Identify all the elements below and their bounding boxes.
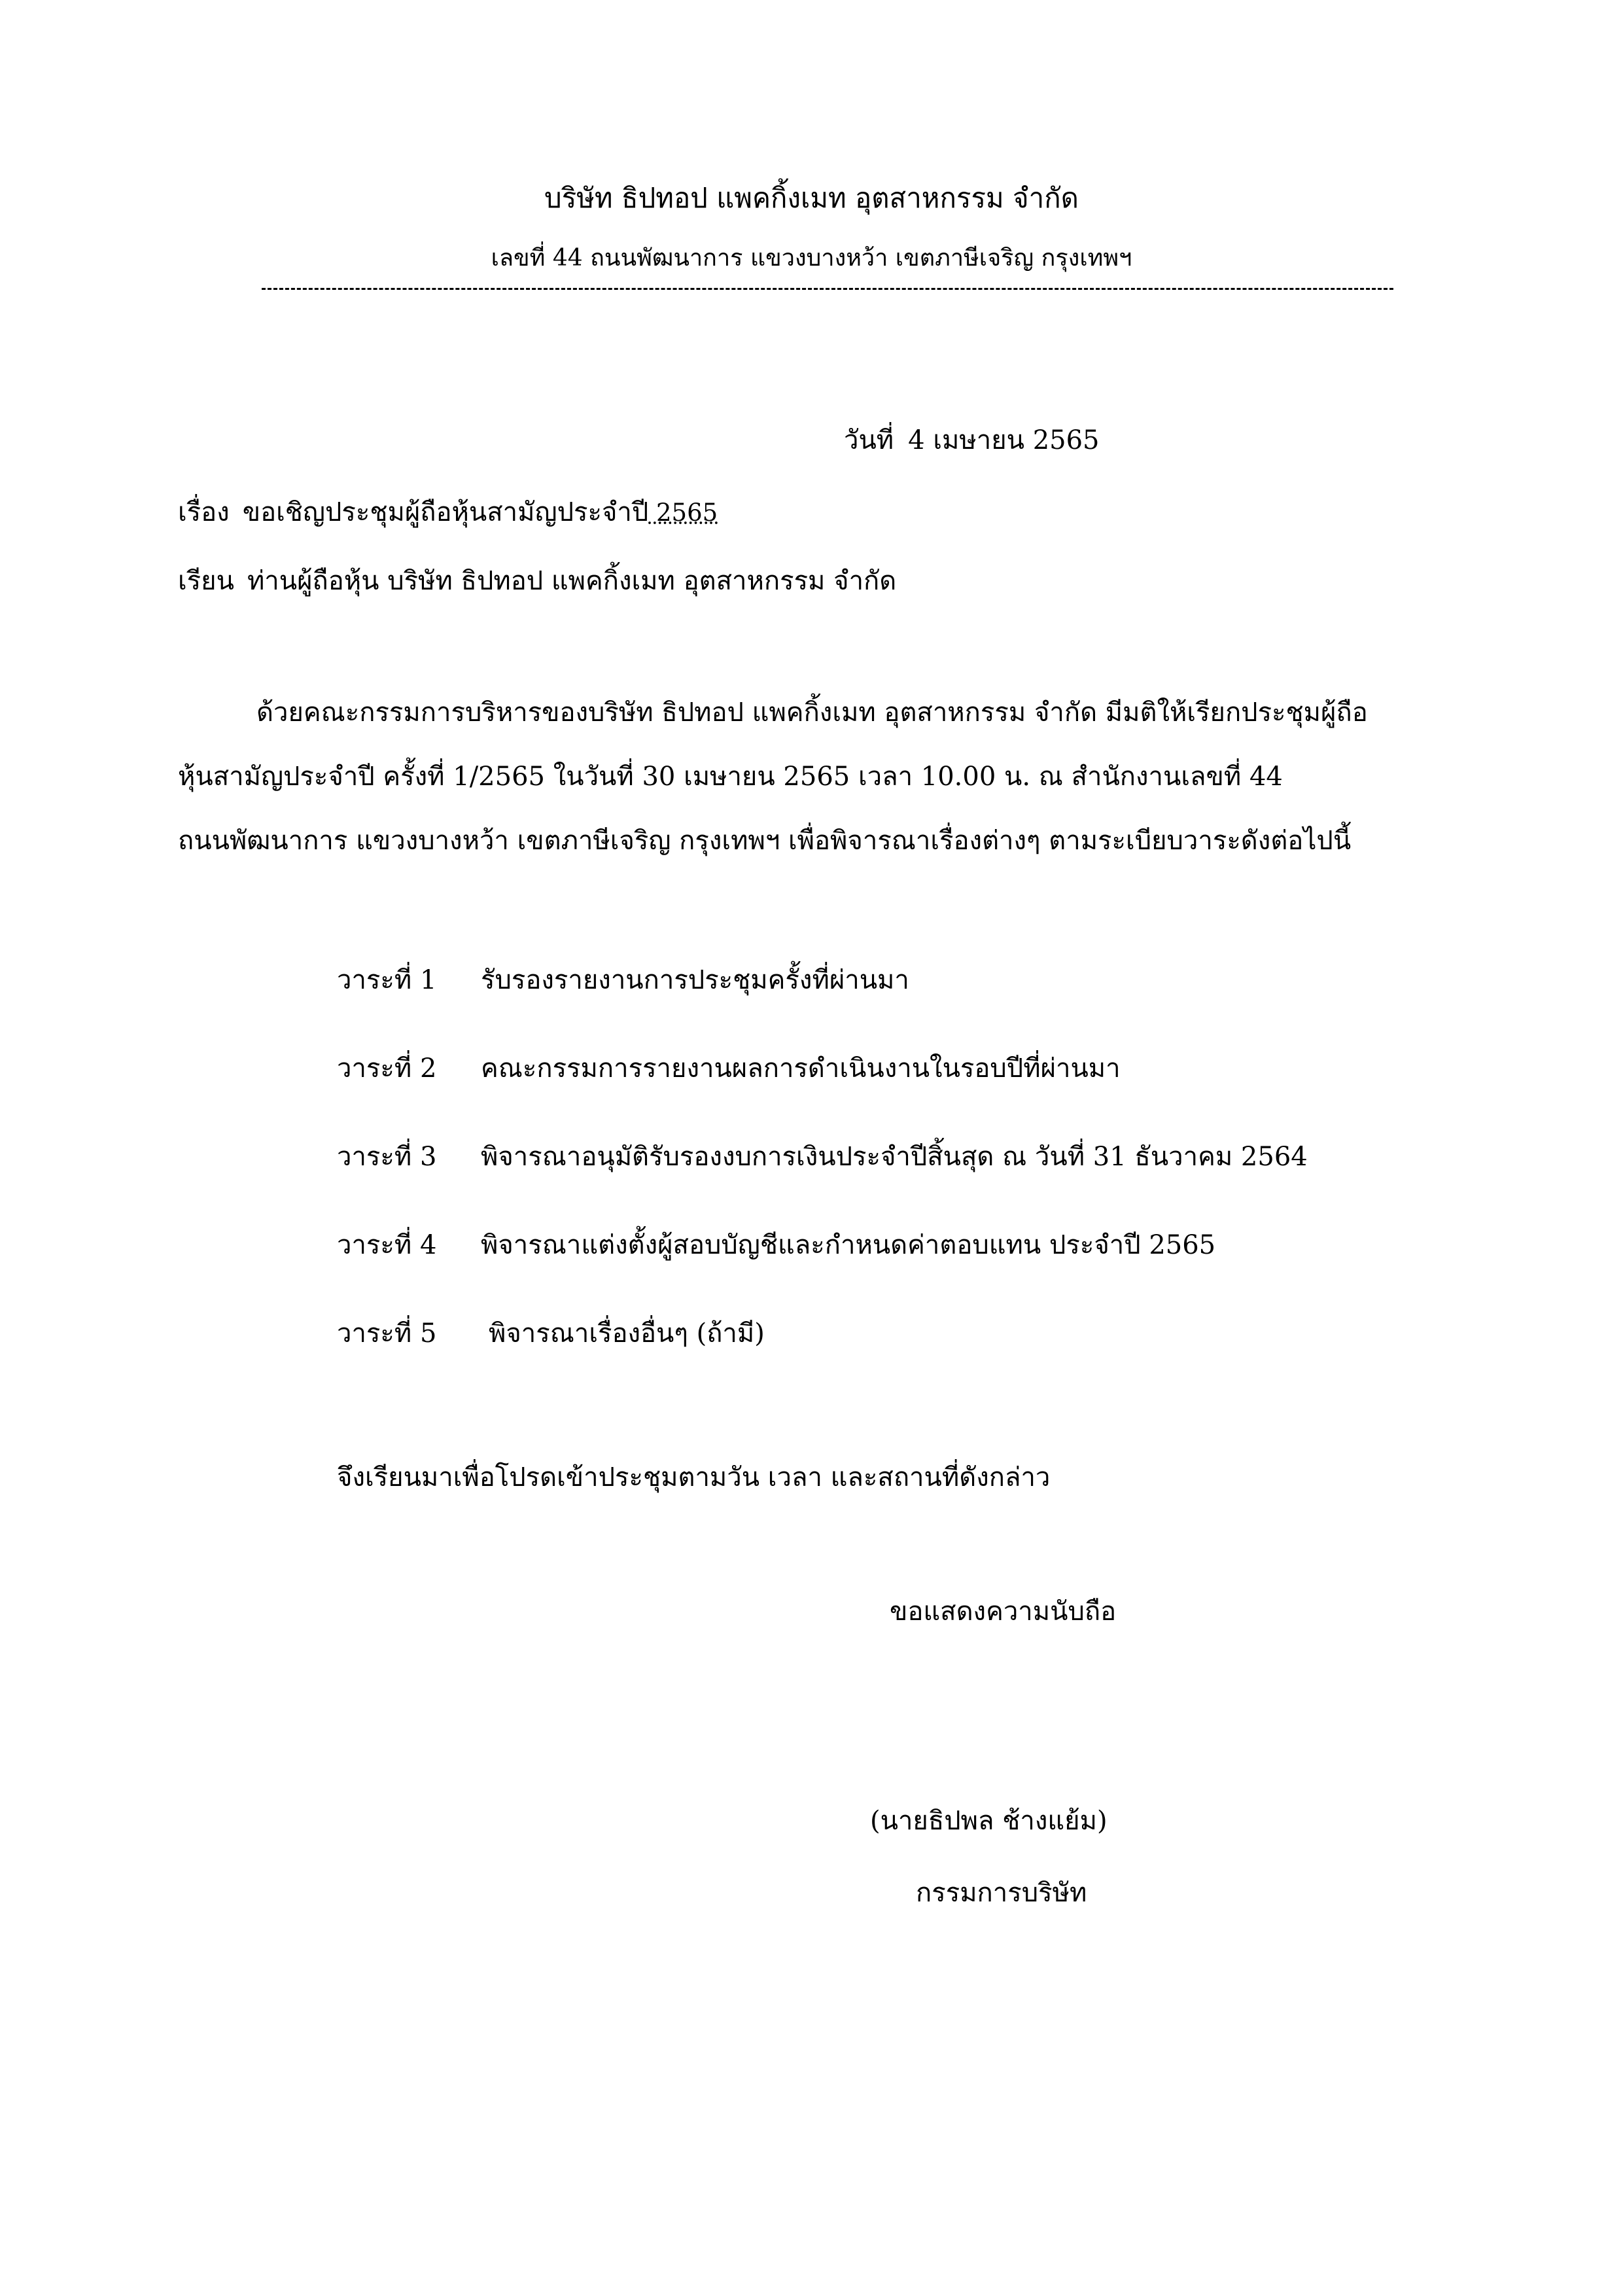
subject-text: ขอเชิญประชุมผู้ถือหุ้นสามัญประจำปี (242, 497, 649, 527)
agenda-item-1 (337, 959, 909, 1000)
company-name: บริษัท ธิปทอป แพคกิ้งเมท อุตสาหกรรม จำกัด (544, 182, 1079, 214)
recipient-text: ท่านผู้ถือหุ้น บริษัท ธิปทอป แพคกิ้งเมท อุตสาหกรรม จำกัด (247, 566, 897, 596)
agenda-number: วาระที่ 2 (337, 1053, 437, 1084)
subject-line (178, 491, 718, 533)
agenda-item-2 (337, 1047, 1121, 1089)
date-label: วันที่ (844, 425, 894, 455)
agenda-text: พิจารณาแต่งตั้งผู้สอบบัญชีและกำหนดค่าตอบแทน ประจำปี 2565 (481, 1230, 1216, 1260)
signer-name: (นายธิปพล ช้างแย้ม) (870, 1806, 1108, 1836)
recipient-line (178, 559, 896, 601)
agenda-item-4 (337, 1224, 1215, 1265)
agenda-text: พิจารณาอนุมัติรับรองงบการเงินประจำปีสิ้นสุด ณ วันที่ 31 ธันวาคม 2564 (481, 1142, 1308, 1172)
date-value: 4 เมษายน 2565 (908, 425, 1100, 455)
subject-label: เรื่อง (178, 497, 230, 527)
agenda-number: วาระที่ 5 (337, 1318, 437, 1349)
body-line-1-text: ด้วยคณะกรรมการบริหารของบริษัท ธิปทอป แพคกิ้งเมท อุตสาหกรรม จำกัด มีมติให้เรียกประชุมผู้ถือ (256, 698, 1368, 728)
body-line-3: ถนนพัฒนาการ แขวงบางหว้า เขตภาษีเจริญ กรุงเทพฯ เพื่อพิจารณาเรื่องต่างๆ ตามระเบียบวาระดังต่อไปนี้ (178, 826, 1352, 856)
closing-sentence: จึงเรียนมาเพื่อโปรดเข้าประชุมตามวัน เวลา และสถานที่ดังกล่าว (337, 1462, 1051, 1492)
date-line (844, 419, 1100, 461)
signer-title: กรรมการบริษัท (916, 1878, 1087, 1908)
body-line-1 (178, 680, 1460, 745)
agenda-item-3 (337, 1135, 1308, 1177)
body-paragraph (178, 680, 1460, 873)
header-separator (262, 288, 1393, 290)
body-line-2: หุ้นสามัญประจำปี ครั้งที่ 1/2565 ในวันที่ 30 เมษายน 2565 เวลา 10.00 น. ณ สำนักงานเลขที่ 44 (178, 762, 1283, 792)
agenda-text: พิจารณาเรื่องอื่นๆ (ถ้ามี) (489, 1318, 765, 1349)
regards: ขอแสดงความนับถือ (890, 1597, 1117, 1627)
agenda-number: วาระที่ 4 (337, 1230, 437, 1260)
company-address: เลขที่ 44 ถนนพัฒนาการ แขวงบางหว้า เขตภาษีเจริญ กรุงเทพฯ (491, 245, 1132, 272)
agenda-text: คณะกรรมการรายงานผลการดำเนินงานในรอบปีที่ผ่านมา (481, 1053, 1121, 1084)
agenda-text: รับรองรายงานการประชุมครั้งที่ผ่านมา (481, 965, 909, 995)
agenda-item-5 (337, 1312, 765, 1354)
subject-year: 2565 (648, 499, 718, 527)
agenda-number: วาระที่ 3 (337, 1142, 437, 1172)
recipient-label: เรียน (178, 566, 234, 596)
agenda-number: วาระที่ 1 (337, 965, 437, 995)
